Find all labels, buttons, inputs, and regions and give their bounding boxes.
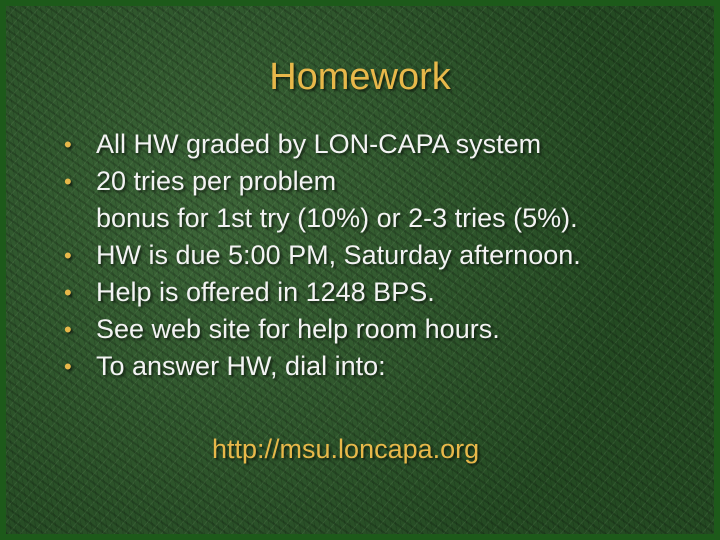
- slide-title: Homework: [269, 56, 451, 98]
- bullet-dot-icon: •: [64, 243, 72, 268]
- bullet-item: [64, 126, 704, 163]
- bullet-list: [64, 126, 704, 385]
- bullet-dot-icon: •: [64, 132, 72, 157]
- bullet-text: 20 tries per problem: [96, 166, 337, 196]
- bullet-dot-icon: •: [64, 280, 72, 305]
- bullet-item: [64, 311, 704, 348]
- bullet-item: [64, 163, 704, 237]
- bullet-dot-icon: •: [64, 354, 72, 379]
- bullet-item: [64, 348, 704, 385]
- bullet-text: Help is offered in 1248 BPS.: [96, 277, 435, 307]
- bullet-item: [64, 274, 704, 311]
- bullet-dot-icon: •: [64, 169, 72, 194]
- bullet-text-continuation: bonus for 1st try (10%) or 2-3 tries (5%).: [96, 203, 578, 233]
- bullet-text: HW is due 5:00 PM, Saturday afternoon.: [96, 240, 581, 270]
- homework-url-link[interactable]: http://msu.loncapa.org: [212, 434, 480, 464]
- bullet-text: See web site for help room hours.: [96, 314, 500, 344]
- bullet-dot-icon: •: [64, 317, 72, 342]
- bullet-text: To answer HW, dial into:: [96, 351, 386, 381]
- bullet-text: All HW graded by LON-CAPA system: [96, 129, 542, 159]
- bullet-item: [64, 237, 704, 274]
